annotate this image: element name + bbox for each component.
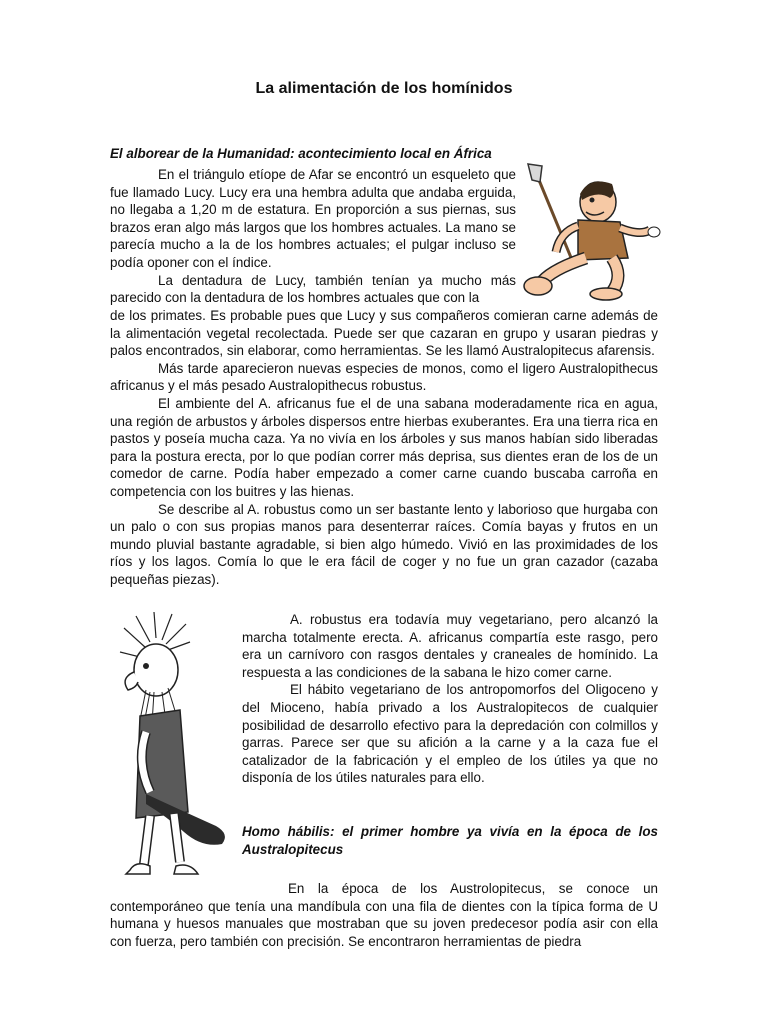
heading-text: Homo hábilis: el primer hombre ya vivía en la época de los Australopitecus — [242, 824, 658, 857]
page-title: La alimentación de los homínidos — [255, 80, 513, 97]
paragraph: A. robustus era todavía muy vegetariano, pero alcanzó la marcha totalmente erecta. A. africanus compartía este rasgo, pero era un carnívoro con rasgos dentales y craneales de homínido. La respuesta a las condiciones de la sabana le hizo comer carne. — [242, 612, 658, 680]
paragraph: El ambiente del A. africanus fue el de una sabana moderadamente rica en agua, una región de arbustos y árboles dispersos entre hierbas exuberantes. Era una tierra rica en pastos y poseía mucha caza. Ya no vivía en los árboles y sus manos habían sido liberadas para la postura erecta, por lo que podían correr más deprisa, sus dientes eran de los de un comedor de carne. Podía haber empezado a comer carne cuando buscaba carroña en competencia con los buitres y las hienas. — [110, 395, 658, 499]
section-heading-alborear: El alborear de la Humanidad: acontecimiento local en África — [110, 146, 492, 161]
paragraph: Se describe al A. robustus como un ser bastante lento y laborioso que hurgaba con un palo o con sus propias manos para desenterrar raíces. Comía bayas y frutos en un mundo pluvial bastante agradable, si bien algo húmedo. Vivió en las proximidades de los ríos y los lagos. Comía lo que le era fácil de coger y no fue un gran cazador (cazaba pequeñas piezas). — [110, 501, 658, 587]
paragraph: de los primates. Es probable pues que Lucy y sus compañeros comieran carne además de la alimentación vegetal recolectada. Puede ser que cazaran en grupo y usaran piedras y palos encontrados, sin elaborar, como herramientas. Se les llamó Australopitecus afarensis. — [110, 308, 658, 359]
section-heading-homo-habilis — [242, 823, 658, 858]
paragraph: Más tarde aparecieron nuevas especies de monos, como el ligero Australopithecus africanus y el más pesado Australopithecus robustus. — [110, 360, 658, 394]
paragraph: En la época de los Austrolopitecus, se conoce un contemporáneo que tenía una mandíbula con una fila de dientes con la típica forma de U humana y huesos manuales que mostraban que su joven predecesor podía asir con ella con fuerza, pero también con precisión. Se encontraron herramientas de piedra — [110, 881, 658, 949]
text-block-homo-habilis — [110, 880, 658, 950]
caveman-spear-illustration — [520, 160, 668, 302]
caveman-club-illustration — [106, 612, 236, 878]
text-block-lucy — [110, 166, 516, 307]
text-block-species — [110, 307, 658, 589]
paragraph: La dentadura de Lucy, también tenían ya mucho más parecido con la dentadura de los hombres actuales que con la — [110, 272, 516, 306]
text-block-robustus — [242, 611, 658, 787]
paragraph: En el triángulo etíope de Afar se encontró un esqueleto que fue llamado Lucy. Lucy era una hembra adulta que andaba erguida, no llegaba a 1,20 m de estatura. En proporción a sus piernas, sus brazos eran algo más largos que los hombres actuales. La mano se parecía mucho a la de los hombres actuales; el pulgar incluso se podía oponer con el índice. — [110, 167, 516, 270]
paragraph: El hábito vegetariano de los antropomorfos del Oligoceno y del Mioceno, había privado a los Australopitecos de cualquier posibilidad de desarrollo efectivo para la depredación con colmillos y garras. Parece ser que su afición a la carne y a la caza fue el catalizador de la fabricación y el empleo de los útiles ya que no disponía de los útiles naturales para ello. — [242, 682, 658, 786]
